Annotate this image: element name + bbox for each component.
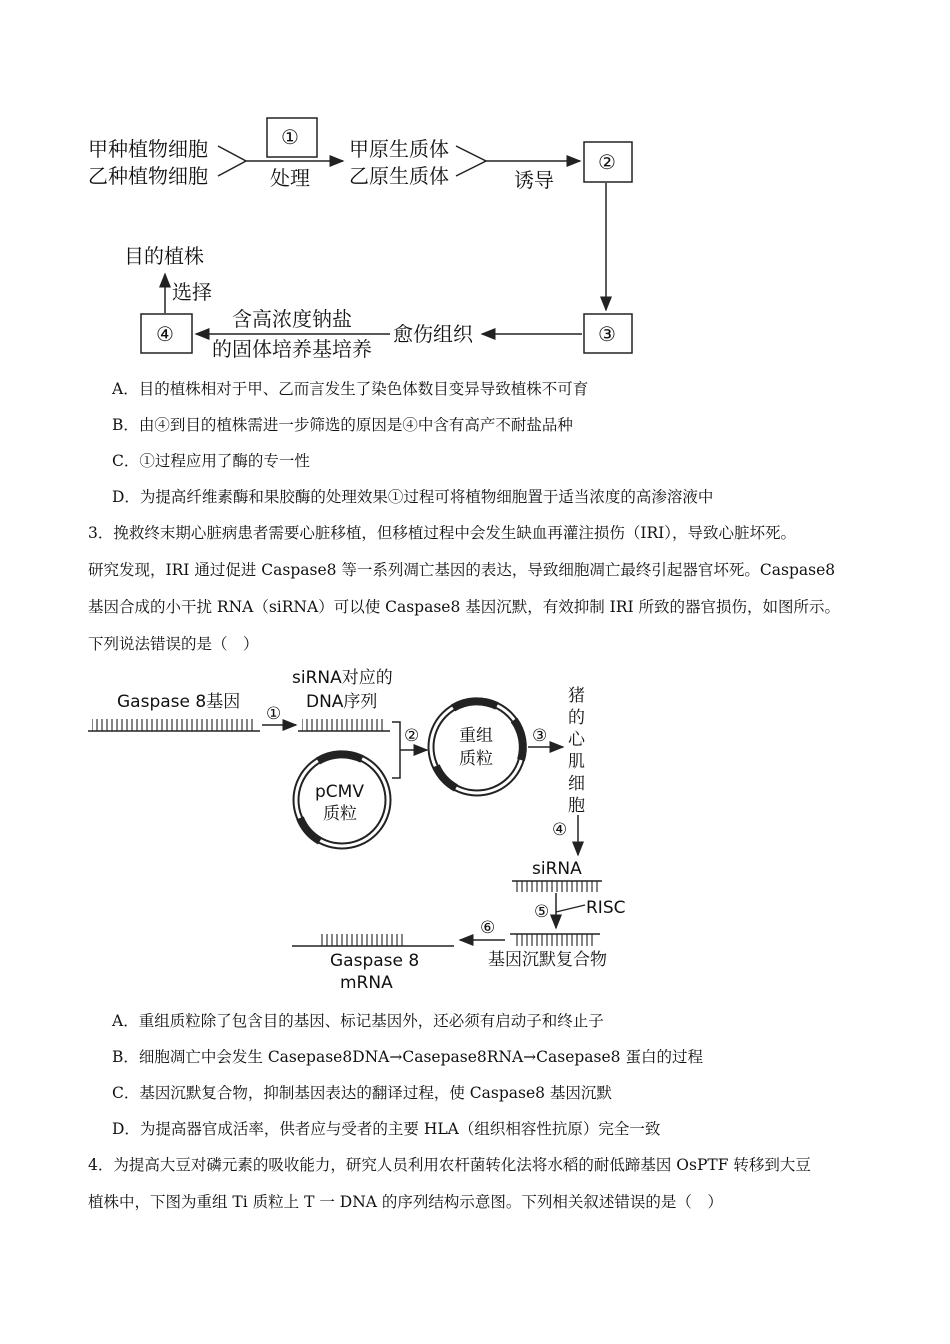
q4-stem-line1: 4．为提高大豆对磷元素的吸收能力，研究人员利用农杆菌转化法将水稻的耐低蹄基因 OsPTF 转移到大豆 xyxy=(88,1156,811,1174)
protoplast-b-label: 乙原生质体 xyxy=(349,164,449,188)
induce-label: 诱导 xyxy=(514,168,554,192)
q3-stem-line2: 研究发现，IRI 通过促进 Caspase8 等一系列凋亡基因的表达，导致细胞凋亡最终引起器官坏死。Caspase8 xyxy=(88,561,836,579)
cell-label-char-4: 肌 xyxy=(568,752,585,772)
cell-label-char-2: 的 xyxy=(568,708,585,728)
step-3-marker: ③ xyxy=(532,726,548,746)
recombinant-plasmid-label-line2: 质粒 xyxy=(459,749,493,769)
step-box-2-label: ② xyxy=(598,150,616,174)
pcmv-plasmid-label-line1: pCMV xyxy=(315,782,364,802)
q3-stem-line1: 3．挽救终末期心脏病患者需要心脏移植，但移植过程中会发生缺血再灌注损伤（IRI），导致心脏坏死。 xyxy=(88,524,797,542)
target-plant-label: 目的植株 xyxy=(124,244,204,268)
step-5-marker: ⑤ xyxy=(534,902,550,922)
step-box-1-label: ① xyxy=(281,125,299,149)
caspase8-gene-label: Gaspase 8基因 xyxy=(117,692,241,712)
q3-stem-line3: 基因合成的小干扰 RNA（siRNA）可以使 Caspase8 基因沉默，有效抑制 IRI 所致的器官损伤，如图所示。 xyxy=(88,598,841,616)
q4-stem-line2: 植株中，下图为重组 Ti 质粒上 T 一 DNA 的序列结构示意图。下列相关叙述错误的是（ ） xyxy=(88,1193,723,1211)
input-cell-a-label: 甲种植物细胞 xyxy=(88,137,208,161)
pcmv-plasmid-label-line2: 质粒 xyxy=(323,804,357,824)
risc-label: RISC xyxy=(586,898,626,918)
silencing-complex-label: 基因沉默复合物 xyxy=(488,950,607,970)
q2-option-c: C．①过程应用了酶的专一性 xyxy=(112,452,310,470)
process-label: 处理 xyxy=(270,166,310,190)
sirna-dna-label-line2: DNA序列 xyxy=(306,692,378,712)
sirna-label: siRNA xyxy=(532,859,582,879)
q2-option-b: B．由④到目的植株需进一步筛选的原因是④中含有高产不耐盐品种 xyxy=(112,416,573,434)
cell-label-char-1: 猪 xyxy=(568,686,585,706)
protoplast-a-label: 甲原生质体 xyxy=(349,137,449,161)
cell-label-char-3: 心 xyxy=(568,730,585,750)
q3-option-b: B．细胞凋亡中会发生 Casepase8DNA→Casepase8RNA→Casepase8 蛋白的过程 xyxy=(112,1048,703,1066)
q3-option-d: D．为提高器官成活率，供者应与受者的主要 HLA（组织相容性抗原）完全一致 xyxy=(112,1120,661,1138)
q2-option-a: A．目的植株相对于甲、乙而言发生了染色体数目变异导致植株不可育 xyxy=(112,380,589,398)
step-box-4-label: ④ xyxy=(156,322,174,346)
medium-label-line1: 含高浓度钠盐 xyxy=(232,307,352,331)
q2-option-d: D．为提高纤维素酶和果胶酶的处理效果①过程可将植物细胞置于适当浓度的高渗溶液中 xyxy=(112,488,714,506)
mrna-label-line2: mRNA xyxy=(340,973,393,993)
step-box-3-label: ③ xyxy=(598,322,616,346)
mrna-label-line1: Gaspase 8 xyxy=(330,951,420,971)
selection-label: 选择 xyxy=(172,280,212,304)
cell-label-char-5: 细 xyxy=(568,774,585,794)
step-1-marker: ① xyxy=(266,704,282,724)
q3-option-c: C．基因沉默复合物，抑制基因表达的翻译过程，使 Caspase8 基因沉默 xyxy=(112,1084,612,1102)
step-6-marker: ⑥ xyxy=(480,918,496,938)
callus-label: 愈伤组织 xyxy=(393,322,473,346)
cell-label-char-6: 胞 xyxy=(568,796,585,816)
input-cell-b-label: 乙种植物细胞 xyxy=(88,164,208,188)
q3-option-a: A．重组质粒除了包含目的基因、标记基因外，还必须有启动子和终止子 xyxy=(112,1012,604,1030)
recombinant-plasmid-label-line1: 重组 xyxy=(459,726,493,746)
step-2-marker: ② xyxy=(404,726,420,746)
sirna-dna-label-line1: siRNA对应的 xyxy=(292,668,393,688)
q3-stem-line4: 下列说法错误的是（ ） xyxy=(88,635,259,653)
step-4-marker: ④ xyxy=(552,820,568,840)
medium-label-line2: 的固体培养基培养 xyxy=(212,337,372,361)
